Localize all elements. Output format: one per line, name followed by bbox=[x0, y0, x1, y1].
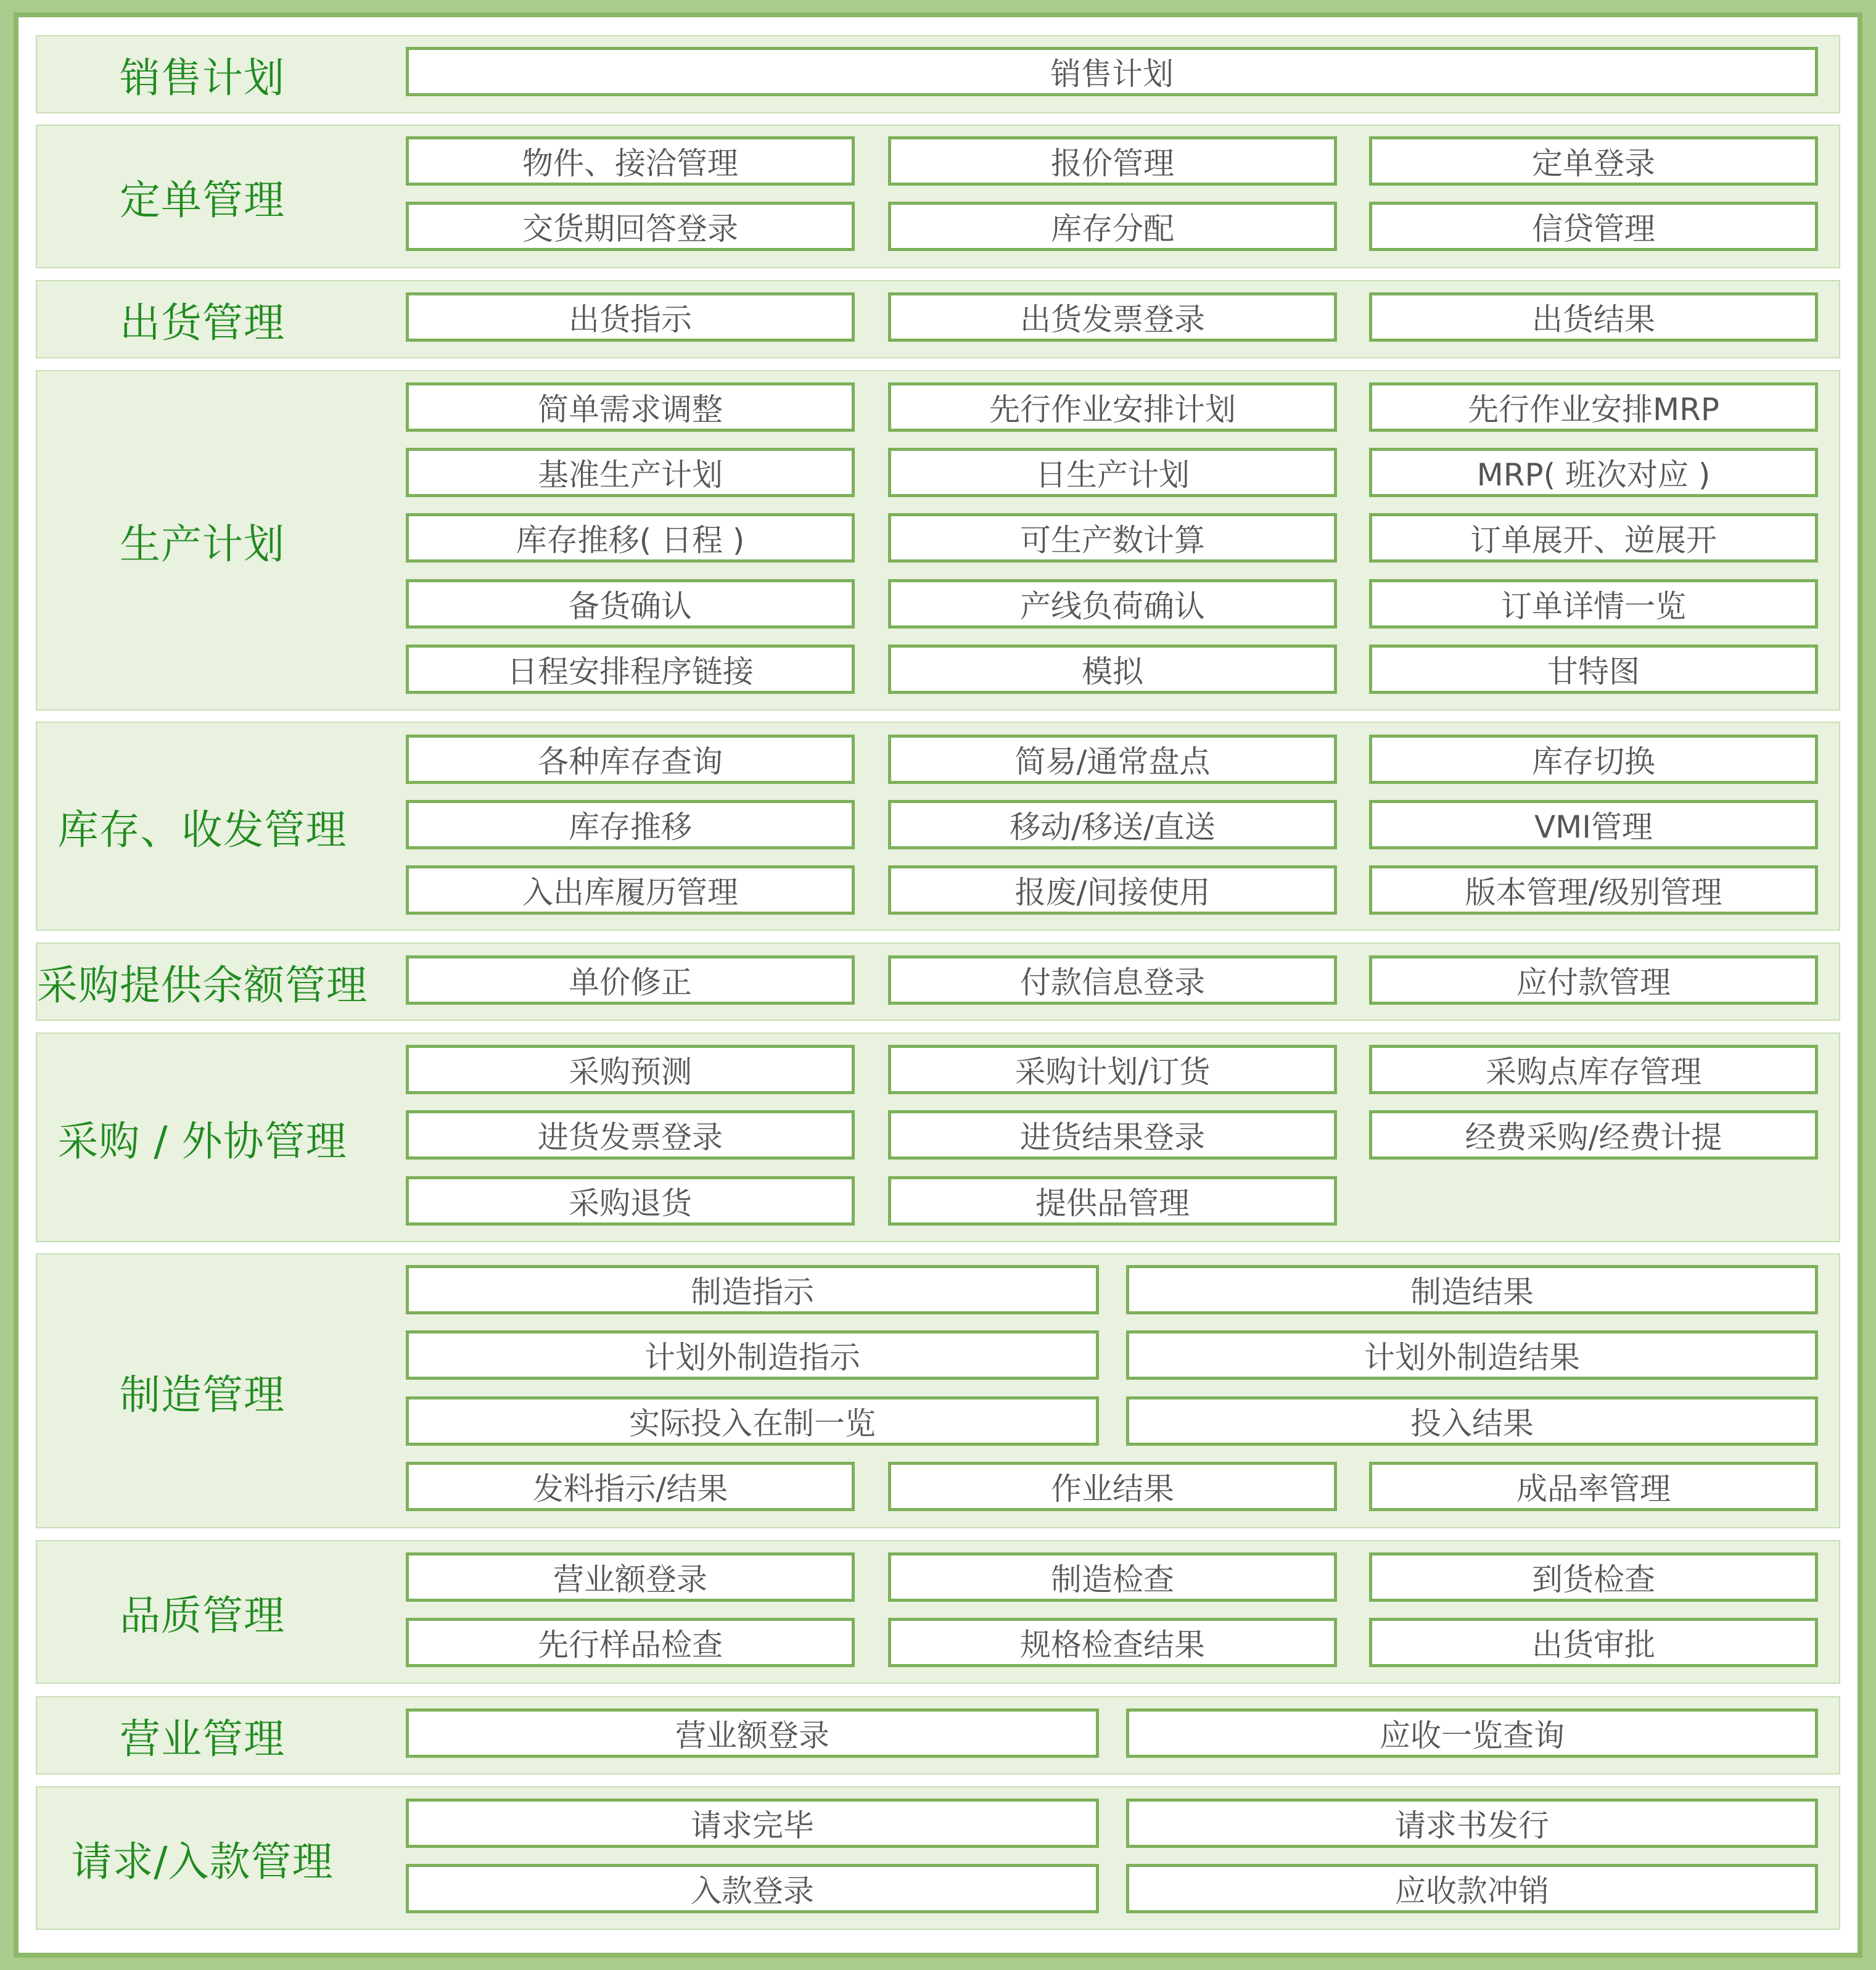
module-box: 订单详情一览 bbox=[1369, 579, 1818, 629]
module-box: 信贷管理 bbox=[1369, 202, 1818, 251]
module-box: 发料指示/结果 bbox=[406, 1462, 855, 1511]
section-title: 营业管理 bbox=[120, 1715, 285, 1763]
module-box: 日生产计划 bbox=[888, 448, 1337, 497]
module-box: 计划外制造结果 bbox=[1126, 1330, 1818, 1380]
module-box: 制造检查 bbox=[888, 1552, 1337, 1602]
section-title: 销售计划 bbox=[120, 54, 285, 102]
module-box: 日程安排程序链接 bbox=[406, 645, 855, 694]
section-title: 定单管理 bbox=[120, 176, 285, 224]
module-box: 提供品管理 bbox=[888, 1176, 1337, 1226]
module-box: 定单登录 bbox=[1369, 136, 1818, 186]
section-title: 采购提供余额管理 bbox=[37, 962, 368, 1009]
section-title: 采购 / 外协管理 bbox=[57, 1117, 347, 1165]
module-box: 到货检查 bbox=[1369, 1552, 1818, 1602]
section-title: 库存、收发管理 bbox=[57, 806, 347, 854]
section-title: 生产计划 bbox=[120, 520, 285, 568]
module-box: 报价管理 bbox=[888, 136, 1337, 186]
module-box: 作业结果 bbox=[888, 1462, 1337, 1511]
module-box: 制造结果 bbox=[1126, 1265, 1818, 1314]
module-box: 先行样品检查 bbox=[406, 1618, 855, 1667]
module-box: 单价修正 bbox=[406, 955, 855, 1005]
module-box: 投入结果 bbox=[1126, 1396, 1818, 1446]
module-box: 营业额登录 bbox=[406, 1552, 855, 1602]
module-box: 物件、接洽管理 bbox=[406, 136, 855, 186]
module-box: 应收一览查询 bbox=[1126, 1708, 1818, 1758]
module-box: 出货审批 bbox=[1369, 1618, 1818, 1667]
module-box: 简单需求调整 bbox=[406, 382, 855, 432]
module-box: 进货结果登录 bbox=[888, 1110, 1337, 1160]
section-title: 请求/入款管理 bbox=[71, 1838, 334, 1886]
module-box: 请求完毕 bbox=[406, 1799, 1099, 1848]
module-box: 先行作业安排计划 bbox=[888, 382, 1337, 432]
module-box: VMI管理 bbox=[1369, 800, 1818, 849]
module-box: 先行作业安排MRP bbox=[1369, 382, 1818, 432]
module-box: 库存推移 bbox=[406, 800, 855, 849]
module-box: 库存推移( 日程 ) bbox=[406, 513, 855, 563]
module-box: 销售计划 bbox=[406, 47, 1818, 96]
module-box: 进货发票登录 bbox=[406, 1110, 855, 1160]
module-box: MRP( 班次对应 ) bbox=[1369, 448, 1818, 497]
module-box: 营业额登录 bbox=[406, 1708, 1099, 1758]
module-box: 移动/移送/直送 bbox=[888, 800, 1337, 849]
module-box: 采购点库存管理 bbox=[1369, 1045, 1818, 1094]
module-box: 付款信息登录 bbox=[888, 955, 1337, 1005]
module-box: 经费采购/经费计提 bbox=[1369, 1110, 1818, 1160]
module-box: 制造指示 bbox=[406, 1265, 1099, 1314]
module-box: 模拟 bbox=[888, 645, 1337, 694]
module-box: 产线负荷确认 bbox=[888, 579, 1337, 629]
module-box: 计划外制造指示 bbox=[406, 1330, 1099, 1380]
module-box: 出货指示 bbox=[406, 292, 855, 342]
module-box: 采购计划/订货 bbox=[888, 1045, 1337, 1094]
module-box: 请求书发行 bbox=[1126, 1799, 1818, 1848]
module-box: 出货发票登录 bbox=[888, 292, 1337, 342]
module-box: 简易/通常盘点 bbox=[888, 735, 1337, 784]
module-box: 可生产数计算 bbox=[888, 513, 1337, 563]
module-box: 版本管理/级别管理 bbox=[1369, 865, 1818, 915]
module-box: 采购退货 bbox=[406, 1176, 855, 1226]
section-title: 品质管理 bbox=[120, 1592, 285, 1639]
module-box: 应付款管理 bbox=[1369, 955, 1818, 1005]
module-box: 成品率管理 bbox=[1369, 1462, 1818, 1511]
module-box: 甘特图 bbox=[1369, 645, 1818, 694]
module-box: 实际投入在制一览 bbox=[406, 1396, 1099, 1446]
section-title: 制造管理 bbox=[120, 1370, 285, 1419]
module-box: 库存切换 bbox=[1369, 735, 1818, 784]
module-box: 交货期回答登录 bbox=[406, 202, 855, 251]
module-box: 基准生产计划 bbox=[406, 448, 855, 497]
module-box: 规格检查结果 bbox=[888, 1618, 1337, 1667]
module-box: 备货确认 bbox=[406, 579, 855, 629]
module-box: 应收款冲销 bbox=[1126, 1864, 1818, 1913]
module-box: 出货结果 bbox=[1369, 292, 1818, 342]
module-box: 采购预测 bbox=[406, 1045, 855, 1094]
module-box: 入款登录 bbox=[406, 1864, 1099, 1913]
module-box: 入出库履历管理 bbox=[406, 865, 855, 915]
section-title: 出货管理 bbox=[120, 299, 285, 347]
module-box: 报废/间接使用 bbox=[888, 865, 1337, 915]
module-box: 各种库存查询 bbox=[406, 735, 855, 784]
module-box: 订单展开、逆展开 bbox=[1369, 513, 1818, 563]
module-box: 库存分配 bbox=[888, 202, 1337, 251]
